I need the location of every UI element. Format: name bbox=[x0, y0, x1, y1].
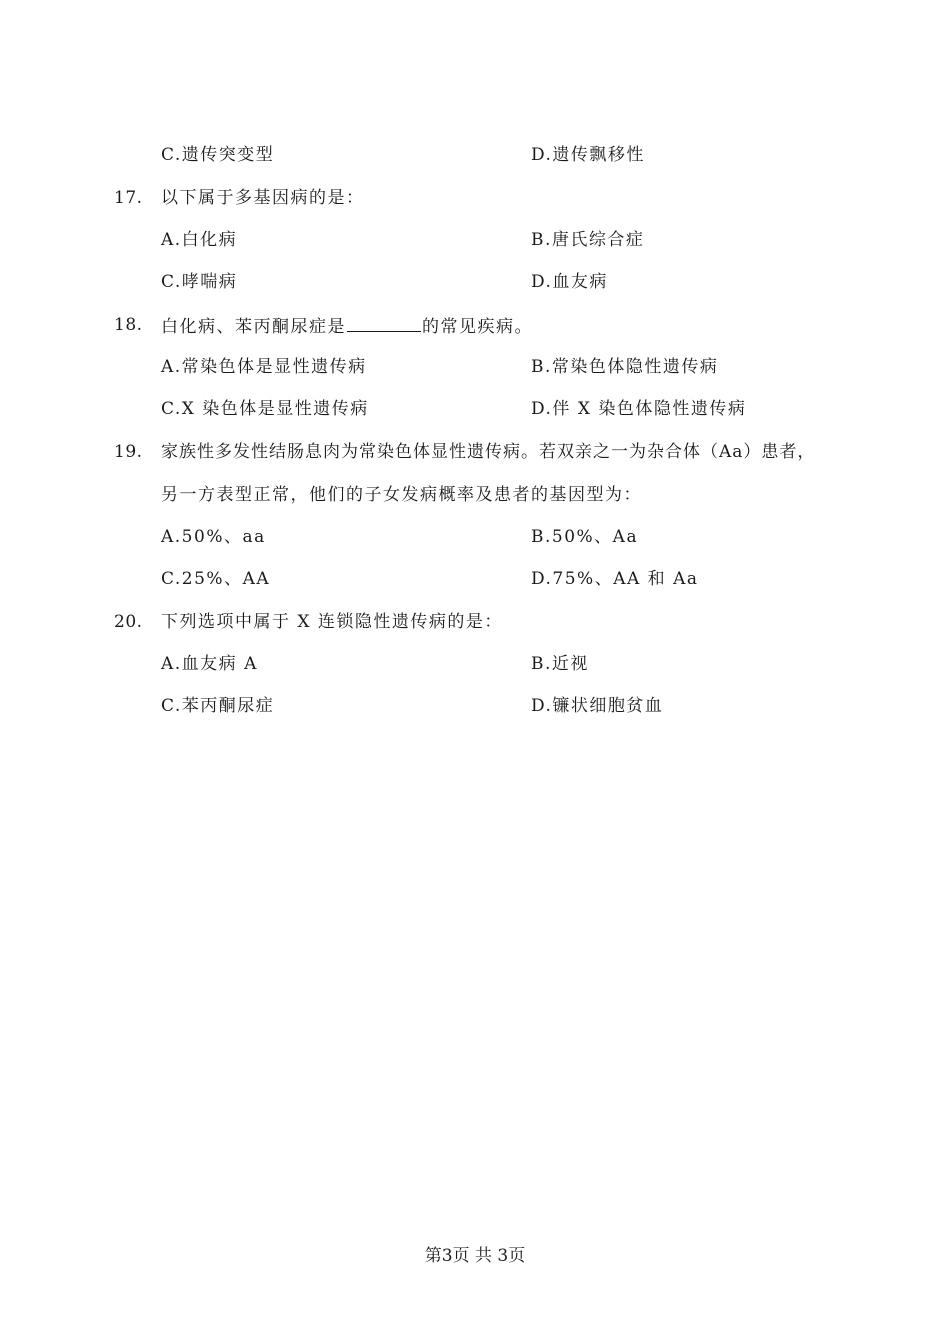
q19-option-a: A.50%、aa bbox=[161, 527, 266, 547]
q17-option-c: C.哮喘病 bbox=[161, 272, 238, 292]
q19-stem-line2: 另一方表型正常，他们的子女发病概率及患者的基因型为： bbox=[161, 485, 642, 505]
q18-stem bbox=[161, 314, 533, 338]
q17-option-a: A.白化病 bbox=[161, 230, 238, 250]
q20-number: 20. bbox=[114, 612, 143, 632]
q20-option-c: C.苯丙酮尿症 bbox=[161, 696, 275, 716]
q19-option-c: C.25%、AA bbox=[161, 569, 271, 589]
q17-option-d: D.血友病 bbox=[531, 272, 608, 292]
q18-option-b: B.常染色体隐性遗传病 bbox=[531, 357, 719, 377]
q17-option-b: B.唐氏综合症 bbox=[531, 230, 645, 250]
q20-option-d: D.镰状细胞贫血 bbox=[531, 696, 664, 716]
q18-number: 18. bbox=[114, 315, 143, 335]
q17-number: 17. bbox=[114, 188, 143, 208]
answer-blank bbox=[347, 314, 421, 332]
q20-option-b: B.近视 bbox=[531, 654, 589, 674]
q19-number: 19. bbox=[114, 442, 143, 462]
q19-option-b: B.50%、Aa bbox=[531, 527, 639, 547]
q20-stem: 下列选项中属于 X 连锁隐性遗传病的是： bbox=[161, 612, 503, 632]
q18-stem-before: 白化病、苯丙酮尿症是 bbox=[161, 317, 346, 337]
q18-option-c: C.X 染色体是显性遗传病 bbox=[161, 399, 369, 419]
q18-stem-after: 的常见疾病。 bbox=[422, 317, 533, 337]
q18-option-a: A.常染色体是显性遗传病 bbox=[161, 357, 367, 377]
q20-option-a: A.血友病 A bbox=[161, 654, 258, 674]
q16-option-c: C.遗传突变型 bbox=[161, 145, 275, 165]
q17-stem: 以下属于多基因病的是： bbox=[161, 188, 365, 208]
q18-option-d: D.伴 X 染色体隐性遗传病 bbox=[531, 399, 747, 419]
q19-option-d: D.75%、AA 和 Aa bbox=[531, 569, 699, 589]
q16-option-d: D.遗传飘移性 bbox=[531, 145, 645, 165]
q19-stem-line1: 家族性多发性结肠息肉为常染色体显性遗传病。若双亲之一为杂合体（Aa）患者， bbox=[161, 442, 816, 462]
page-footer: 第3页 共 3页 bbox=[424, 1246, 526, 1266]
